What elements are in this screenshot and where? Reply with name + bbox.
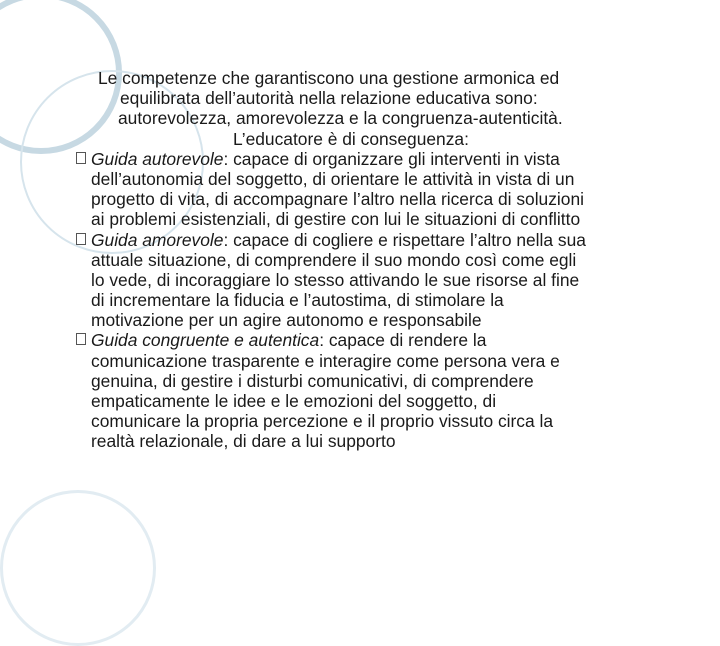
intro-line: autorevolezza, amorevolezza e la congruenza-autenticità. (118, 108, 563, 129)
item-line: ai problemi esistenziali, di gestire con lui le situazioni di conflitto (91, 209, 581, 230)
intro-line: Le competenze che garantiscono una gestione armonica ed (98, 68, 560, 88)
item-line: motivazione per un agire autonomo e responsabile (91, 310, 482, 331)
intro-line: equilibrata dell’autorità nella relazione educativa sono: (120, 88, 538, 109)
item-line: empaticamente le idee e le emozioni del soggetto, di (91, 391, 497, 411)
item-text: : capace di rendere la (319, 330, 487, 351)
item-line: attuale situazione, di comprendere il suo mondo così come egli (91, 249, 577, 270)
bullet-icon (76, 333, 86, 345)
item-term: Guida autorevole (91, 148, 224, 169)
slide-body (84, 68, 684, 452)
item-term: Guida amorevole (91, 229, 224, 250)
item-line: genuina, di gestire i disturbi comunicativi, di comprendere (91, 370, 534, 391)
item-line: comunicare la propria percezione e il proprio vissuto circa la (91, 411, 554, 432)
item-line: lo vede, di incoraggiare lo stesso attivando le sue risorse al fine (91, 269, 580, 290)
list-item (84, 330, 684, 451)
list-item (84, 149, 684, 230)
list-item (84, 230, 684, 331)
item-line: comunicazione trasparente e interagire come persona vera e (91, 350, 560, 371)
item-line: progetto di vita, di accompagnare l’altro nella ricerca di soluzioni (91, 189, 584, 210)
item-text: : capace di organizzare gli interventi in vista (223, 148, 560, 169)
bullet-icon (76, 233, 86, 245)
intro-line: L’educatore è di conseguenza: (233, 128, 469, 149)
item-line: realtà relazionale, di dare a lui supporto (91, 431, 396, 452)
item-term: Guida congruente e autentica (91, 330, 320, 351)
item-line: di incrementare la fiducia e l’autostima, di stimolare la (91, 290, 504, 311)
item-line: dell’autonomia del soggetto, di orientare le attività in vista di un (91, 168, 575, 189)
decorative-circle (0, 490, 156, 646)
item-text: : capace di cogliere e rispettare l’altro nella sua (223, 229, 586, 250)
bullet-icon (76, 152, 86, 164)
